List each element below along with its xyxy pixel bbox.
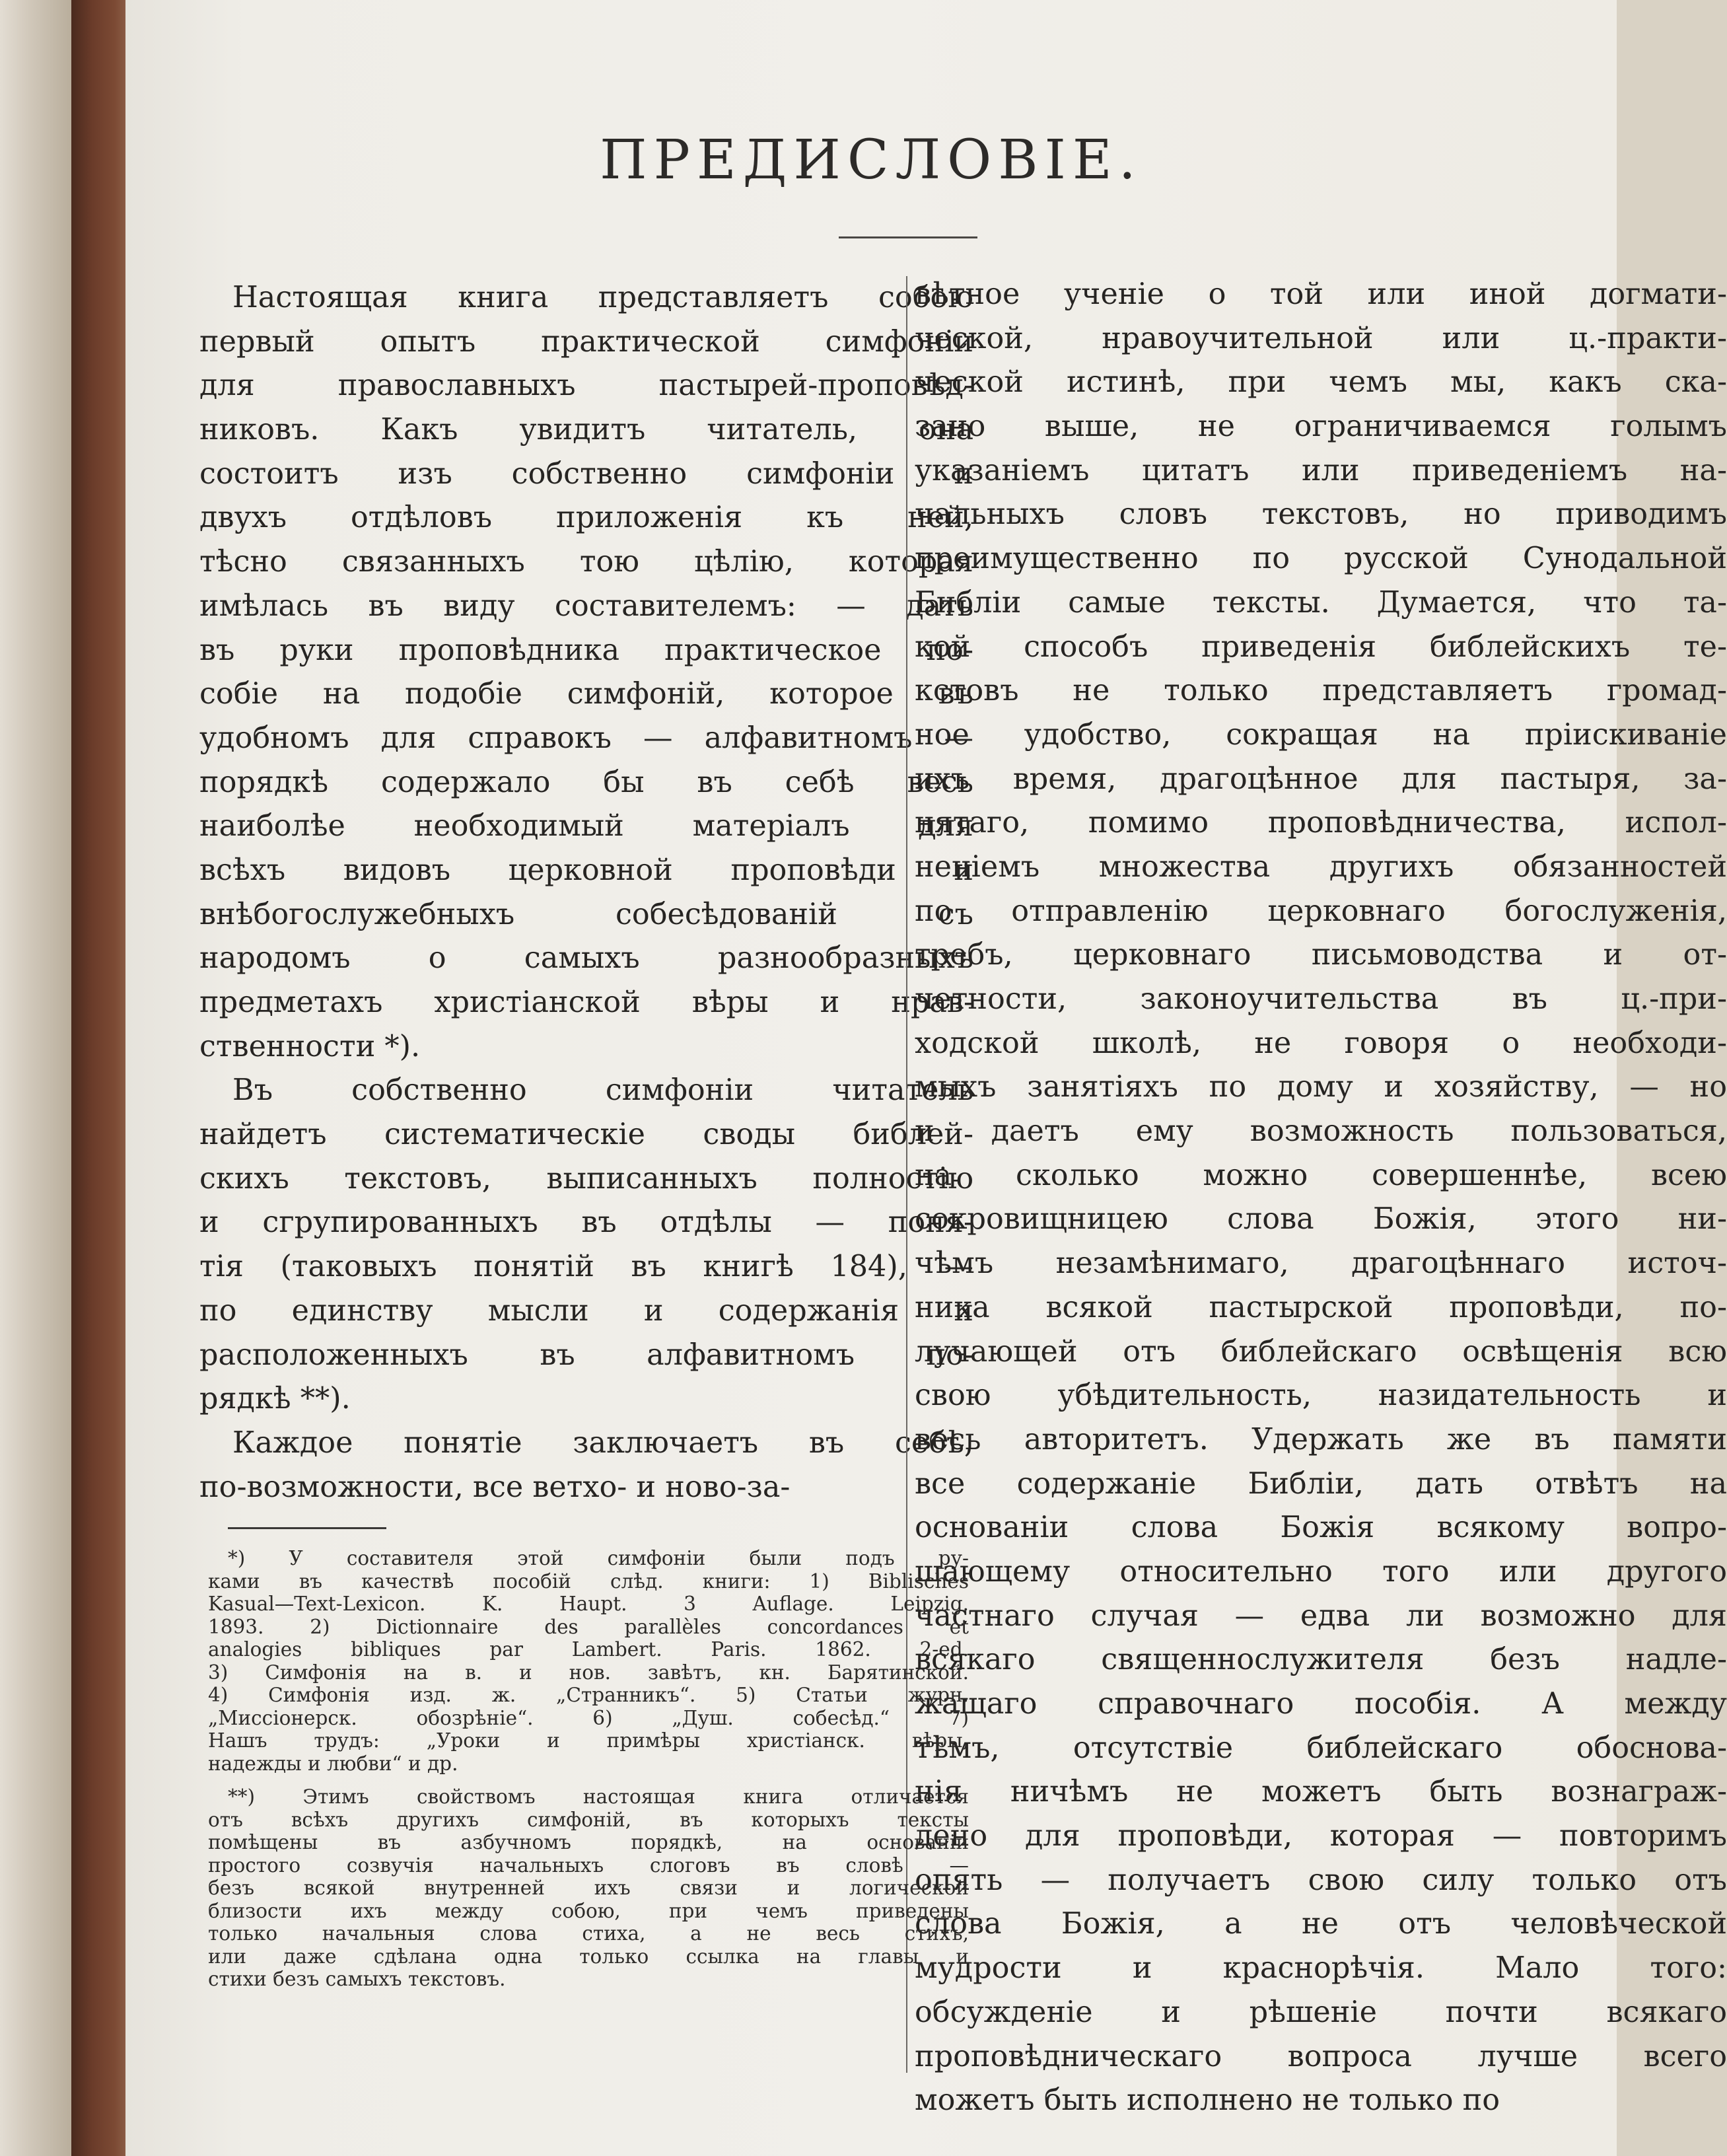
text-line: Въ собственно симфоніи читатель	[232, 1073, 973, 1108]
text-line: опять — получаетъ свою силу только отъ	[915, 1863, 1727, 1897]
text-line: скихъ текстовъ, выписанныхъ полностію	[199, 1161, 973, 1196]
text-line: Kasual—Text-Lexicon. K. Haupt. 3 Auflage. Leipzig.	[208, 1593, 969, 1615]
text-line: требъ, церковнаго письмоводства и от-	[915, 938, 1727, 972]
text-line: внѣбогослужебныхъ собесѣдованій съ	[199, 897, 973, 931]
text-line: ное удобство, сокращая на пріискиваніе	[915, 717, 1727, 752]
text-line: нятаго, помимо проповѣдничества, испол-	[915, 806, 1727, 840]
text-line: всѣхъ видовъ церковной проповѣди и	[199, 853, 973, 887]
text-line: шающему относительно того или другого	[915, 1554, 1727, 1589]
book-spine-background	[0, 0, 71, 2156]
text-line: никовъ. Какъ увидитъ читатель, она	[199, 413, 973, 447]
text-line: мудрости и краснорѣчія. Мало того:	[915, 1951, 1727, 1986]
text-line: нія ничѣмъ не можетъ быть вознаграж-	[915, 1775, 1727, 1809]
text-line: ходской школѣ, не говоря о необходи-	[915, 1026, 1727, 1060]
text-line: неніемъ множества другихъ обязанностей	[915, 849, 1727, 884]
text-line: только начальныя слова стиха, а не весь стихъ,	[208, 1922, 969, 1945]
text-line: „Миссіонерск. обозрѣніе“. 6) „Душ. собесѣд.“ 7)	[208, 1706, 969, 1729]
text-line: народомъ о самыхъ разнообразныхъ	[199, 941, 973, 976]
text-line: по-возможности, все ветхо- и ново-за-	[199, 1470, 791, 1504]
text-line: ками въ качествѣ пособій слѣд. книги: 1) Biblisches	[208, 1569, 969, 1593]
text-line: безъ всякой внутренней ихъ связи и логической	[208, 1877, 969, 1899]
title-divider	[839, 236, 977, 238]
footnote-2	[208, 1785, 969, 1991]
book-cover-edge	[71, 0, 125, 2156]
text-line: все содержаніе Библіи, дать отвѣтъ на	[915, 1466, 1727, 1501]
text-line: по отправленію церковнаго богослуженія,	[915, 894, 1727, 928]
footnote-separator	[228, 1527, 386, 1529]
text-line: Нашъ трудъ: „Уроки и примѣры христіанск. вѣры,	[208, 1729, 969, 1752]
text-line: и даетъ ему возможность пользоваться,	[915, 1114, 1727, 1149]
text-line: тія (таковыхъ понятій въ книгѣ 184), —	[199, 1250, 973, 1284]
text-line: или даже сдѣлана одна только ссылка на главы и	[208, 1945, 969, 1968]
text-line: собіе на подобіе симфоній, которое въ	[199, 677, 973, 711]
text-line: простого созвучія начальныхъ слоговъ въ словѣ —	[208, 1853, 969, 1877]
text-line: состоитъ изъ собственно симфоніи и	[199, 456, 973, 491]
text-line: ческой, нравоучительной или ц.-практи-	[915, 321, 1727, 355]
text-line: для православныхъ пастырей-проповѣд-	[199, 369, 973, 403]
text-line: удобномъ для справокъ — алфавитномъ —	[199, 721, 973, 755]
text-line: тѣмъ, отсутствіе библейскаго обоснова-	[915, 1731, 1727, 1765]
text-line: можетъ быть исполнено не только по	[915, 2083, 1500, 2118]
text-line: предметахъ христіанской вѣры и нрав-	[199, 986, 973, 1019]
footnote-1	[208, 1547, 969, 1775]
text-line: основаніи слова Божія всякому вопро-	[915, 1511, 1727, 1545]
text-line: надежды и любви“ и др.	[208, 1752, 458, 1775]
text-line: отъ всѣхъ другихъ симфоній, въ которыхъ тексты	[208, 1808, 969, 1831]
text-line: ихъ время, драгоцѣнное для пастыря, за-	[915, 762, 1727, 796]
right-text-column	[915, 273, 1727, 2123]
text-line: сокровищницею слова Божія, этого ни-	[915, 1202, 1727, 1237]
text-line: первый опытъ практической симфоніи	[199, 324, 973, 359]
text-line: слова Божія, а не отъ человѣческой	[915, 1907, 1727, 1941]
text-line: Библіи самые тексты. Думается, что та-	[915, 585, 1727, 620]
text-line: рядкѣ **).	[199, 1382, 351, 1416]
text-line: двухъ отдѣловъ приложенія къ ней,	[199, 501, 973, 535]
text-line: наиболѣе необходимый матеріалъ для	[199, 809, 973, 844]
text-line: ственности *).	[199, 1029, 421, 1063]
text-line: преимущественно по русской Сунодальной	[915, 542, 1727, 576]
left-text-column	[199, 276, 973, 1509]
book-page	[125, 0, 1727, 2156]
text-line: ческой истинѣ, при чемъ мы, какъ ска-	[915, 365, 1727, 400]
text-line: порядкѣ содержало бы въ себѣ весь	[199, 765, 973, 799]
text-line: мыхъ занятіяхъ по дому и хозяйству, — но	[915, 1070, 1727, 1104]
text-line: проповѣдническаго вопроса лучше всего	[915, 2039, 1727, 2073]
text-line: расположенныхъ въ алфавитномъ по-	[199, 1338, 973, 1372]
text-line: частнаго случая — едва ли возможно для	[915, 1599, 1727, 1633]
text-line: жащаго справочнаго пособія. А между	[915, 1687, 1727, 1721]
text-line: вѣтное ученіе о той или иной догмати-	[915, 277, 1727, 311]
text-line: 1893. 2) Dictionnaire des parallèles concordances et	[208, 1615, 969, 1638]
text-line: четности, законоучительства въ ц.-при-	[915, 982, 1727, 1016]
text-line: по единству мысли и содержанія и	[199, 1293, 973, 1328]
text-line: ника всякой пастырской проповѣди, по-	[915, 1290, 1727, 1324]
text-line: имѣлась въ виду составителемъ: — дать	[199, 589, 973, 623]
text-line: analogies bibliques par Lambert. Paris. 1862. 2-ed.	[208, 1638, 969, 1661]
text-line: кой способъ приведенія библейскихъ те-	[915, 629, 1727, 664]
page-title: ПРЕДИСЛОВІЕ.	[600, 129, 1143, 192]
text-line: на сколько можно совершеннѣе, всею	[915, 1158, 1727, 1192]
text-line: свою убѣдительность, назидательность и	[915, 1379, 1727, 1413]
text-line: 4) Симфонія изд. ж. „Странникъ“. 5) Статьи журн.	[208, 1684, 969, 1706]
text-line: лучающей отъ библейскаго освѣщенія всю	[915, 1334, 1727, 1369]
text-line: и сгрупированныхъ въ отдѣлы — поня-	[199, 1205, 973, 1240]
text-line: всякаго священнослужителя безъ надле-	[915, 1643, 1727, 1677]
text-line: Каждое понятіе заключаетъ въ себѣ,	[232, 1425, 973, 1460]
text-line: найдетъ систематическіе своды библей-	[199, 1118, 973, 1152]
text-line: весь авторитетъ. Удержать же въ памяти	[915, 1422, 1727, 1456]
text-line: чѣмъ незамѣнимаго, драгоцѣннаго источ-	[915, 1246, 1727, 1281]
text-line: указаніемъ цитатъ или приведеніемъ на-	[915, 453, 1727, 487]
text-line: тѣсно связанныхъ тою цѣлію, которая	[199, 545, 973, 579]
text-line: Настоящая книга представляетъ собою	[232, 281, 973, 314]
text-line: зано выше, не ограничиваемся голымъ	[915, 410, 1727, 444]
text-line: **) Этимъ свойствомъ настоящая книга отличается	[228, 1785, 969, 1808]
text-line: обсужденіе и рѣшеніе почти всякаго	[915, 1995, 1727, 2029]
text-line: чальныхъ словъ текстовъ, но приводимъ	[915, 497, 1727, 532]
text-line: дено для проповѣди, которая — повторимъ	[915, 1819, 1727, 1853]
text-line: 3) Симфонія на в. и нов. завѣтъ, кн. Барятинской.	[208, 1661, 969, 1684]
text-line: помѣщены въ азбучномъ порядкѣ, на основаніи	[208, 1831, 969, 1853]
text-line: близости ихъ между собою, при чемъ приведены	[208, 1899, 969, 1922]
text-line: въ руки проповѣдника практическое по-	[199, 633, 973, 667]
text-line: кстовъ не только представляетъ громад-	[915, 674, 1727, 708]
text-line: *) У составителя этой симфоніи были подъ ру-	[228, 1547, 969, 1569]
footnotes	[208, 1547, 969, 1991]
text-line: стихи безъ самыхъ текстовъ.	[208, 1968, 506, 1990]
